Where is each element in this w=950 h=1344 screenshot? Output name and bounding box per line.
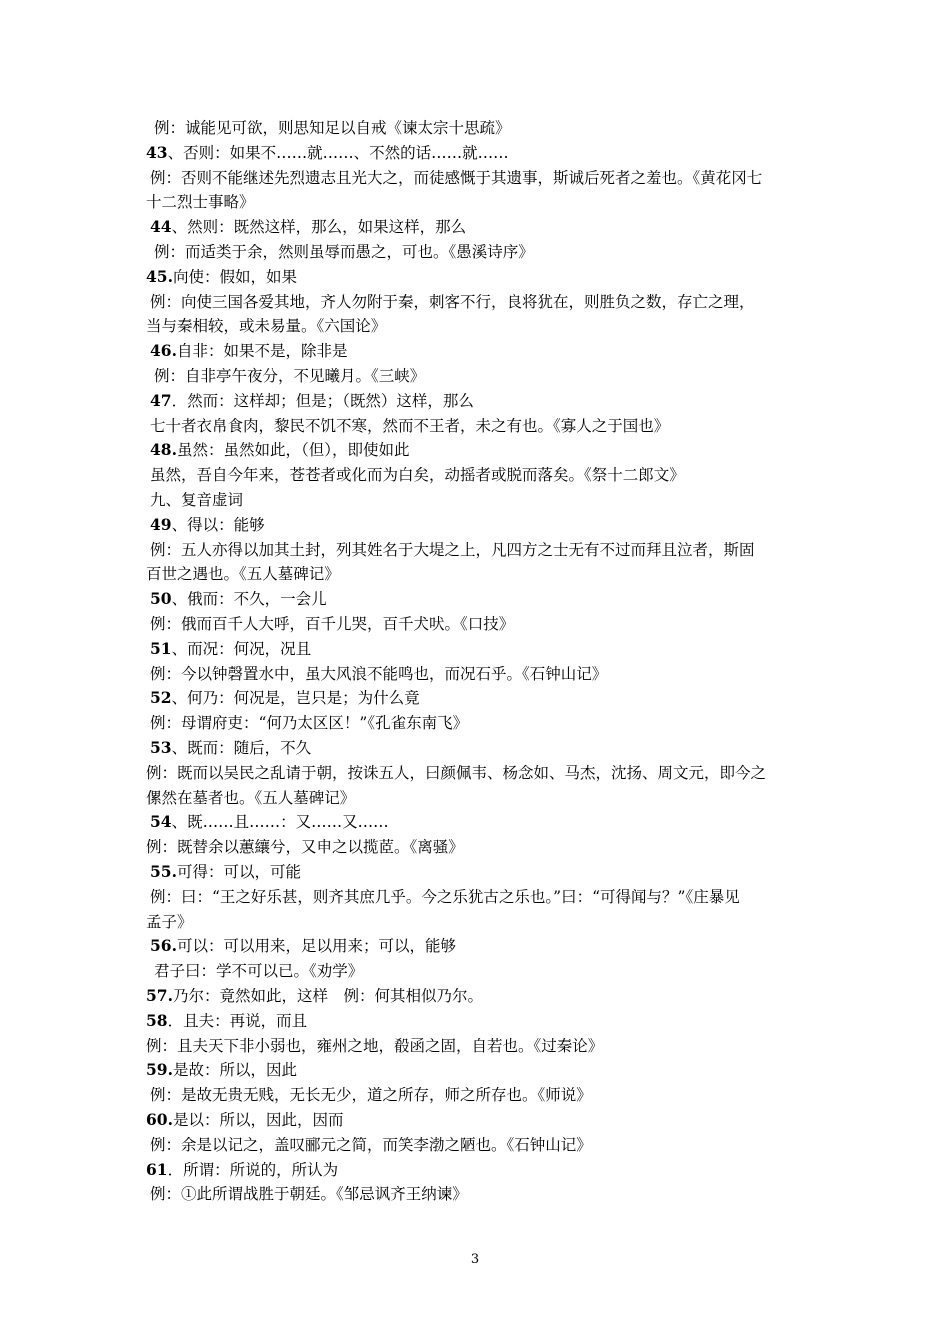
text-line (146, 192, 816, 214)
line-text: 例：既而以吴民之乱请于朝，按诛五人，曰颜佩韦、杨念如、马杰，沈扬、周文元，即今之 (146, 763, 767, 782)
entry-number: 59. (146, 1060, 173, 1080)
line-text: 、然则：既然这样，那么，如果这样，那么 (171, 218, 467, 237)
entry-number: 46. (150, 341, 177, 361)
line-text: 乃尔：竟然如此，这样 例：何其相似乃尔。 (172, 987, 483, 1005)
entry-heading-line (146, 391, 820, 413)
entry-heading-line (146, 267, 816, 289)
text-line (146, 292, 820, 314)
entry-heading-line (146, 589, 820, 611)
entry-number: 53 (150, 738, 172, 757)
entry-number: 48. (150, 440, 177, 460)
entry-number: 58 (146, 1010, 168, 1030)
text-line (146, 168, 820, 190)
entry-heading-line (146, 936, 820, 958)
text-line (146, 490, 820, 512)
line-text: 、何乃：何况是，岂只是；为什么竟 (171, 689, 420, 708)
entry-number: 56. (150, 936, 177, 956)
line-text: 例：而适类于余，然则虽辱而愚之，可也。《愚溪诗序》 (154, 243, 534, 261)
line-text: 、俄而：不久，一会儿 (171, 590, 327, 609)
line-text: ．所谓：所说的，所认为 (167, 1160, 339, 1179)
entry-heading-line (146, 986, 816, 1008)
line-text: 、得以：能够 (171, 515, 265, 534)
entry-heading-line (146, 688, 820, 710)
entry-number: 49 (150, 514, 172, 534)
text-line (146, 664, 820, 686)
line-text: 百世之遇也。《五人墓碑记》 (146, 565, 340, 584)
line-text: 例：曰：“王之好乐甚，则齐其庶几乎。今之乐犹古之乐也。”曰：“可得闻与？”《庄暴见 (150, 887, 740, 906)
entry-heading-line (146, 440, 820, 462)
entry-heading-line (146, 1110, 816, 1132)
line-text: 例：自非亭午夜分，不见曦月。《三峡》 (154, 367, 426, 385)
text-line (146, 837, 816, 859)
text-line (146, 887, 820, 909)
line-text: 孟子》 (146, 912, 193, 931)
line-text: 、既……且……：又……又…… (171, 813, 389, 832)
entry-number: 55. (150, 862, 177, 881)
entry-heading-line (146, 217, 820, 239)
line-text: 向使：假如，如果 (172, 267, 297, 286)
line-text: 是故：所以，因此 (172, 1061, 297, 1080)
text-line (146, 1184, 820, 1206)
entry-heading-line (146, 1011, 816, 1033)
entry-heading-line (146, 738, 820, 760)
line-text: 例：今以钟磬置水中，虽大风浪不能鸣也，而况石乎。《石钟山记》 (150, 664, 608, 683)
entry-number: 43 (146, 142, 168, 162)
text-line (146, 961, 824, 983)
line-text: 可以：可以用来，足以用来；可以，能够 (176, 937, 456, 956)
line-text: 九、复音虚词 (150, 491, 244, 509)
entry-heading-line (146, 143, 816, 165)
page-number: 3 (470, 1252, 480, 1267)
text-line (146, 1036, 816, 1058)
line-text: 例：否则不能继述先烈遗志且光大之，而徒感慨于其遗事，斯诚后死者之羞也。《黄花冈七 (150, 168, 763, 187)
line-text: ．且夫：再说，而且 (167, 1011, 308, 1030)
text-line (146, 1085, 820, 1107)
text-line (146, 416, 820, 438)
line-text: 、既而：随后，不久 (171, 739, 312, 757)
text-line (146, 713, 820, 735)
line-text: 例：俄而百千人大呼，百千儿哭，百千犬吠。《口技》 (150, 615, 515, 633)
line-text: 例：余是以记之，盖叹郦元之简，而笑李渤之陋也。《石钟山记》 (150, 1135, 592, 1154)
text-line (146, 564, 816, 586)
line-text: 傫然在墓者也。《五人墓碑记》 (146, 788, 356, 807)
entry-number: 52 (150, 688, 172, 708)
text-line (146, 540, 820, 562)
entry-number: 44 (150, 217, 172, 237)
entry-heading-line (146, 1060, 816, 1082)
entry-number: 61 (146, 1159, 168, 1179)
entry-number: 57. (146, 986, 173, 1005)
entry-number: 60. (146, 1110, 173, 1129)
line-text: 自非：如果不是，除非是 (176, 342, 348, 361)
line-text: 例：①此所谓战胜于朝廷。《邹忌讽齐王纳谏》 (150, 1185, 468, 1204)
text-line (146, 912, 816, 934)
entry-number: 50 (150, 589, 172, 609)
line-text: 、而况：何况，况且 (171, 639, 312, 658)
text-line (146, 465, 820, 487)
line-text: 当与秦相较，或未易量。《六国论》 (146, 317, 387, 336)
line-text: 虽然：虽然如此，（但），即使如此 (176, 441, 410, 460)
entry-number: 45. (146, 266, 173, 286)
line-text: 例：是故无贵无贱，无长无少，道之所存，师之所存也。《师说》 (150, 1086, 592, 1105)
line-text: 例：诚能见可欲，则思知足以自戒《谏太宗十思疏》 (154, 119, 511, 137)
entry-heading-line (146, 862, 820, 884)
line-text: 例：母谓府吏：“何乃太区区！”《孔雀东南飞》 (150, 714, 469, 733)
text-line (146, 763, 816, 785)
entry-number: 51 (150, 638, 172, 658)
entry-heading-line (146, 1160, 816, 1182)
line-text: 十二烈士事略》 (146, 193, 255, 212)
entry-heading-line (146, 515, 820, 537)
line-text: 例：向使三国各爱其地，齐人勿附于秦，刺客不行，良将犹在，则胜负之数，存亡之理， (150, 292, 755, 311)
line-text: 是以：所以，因此，因而 (172, 1111, 344, 1129)
text-line (146, 614, 820, 636)
line-text: 七十者衣帛食肉，黎民不饥不寒，然而不王者，未之有也。《寡人之于国也》 (150, 416, 670, 435)
line-text: 虽然，吾自今年来，苍苍者或化而为白矣，动摇者或脱而落矣。《祭十二郎文》 (150, 466, 685, 485)
line-text: 例：既替余以蕙纕兮，又申之以揽茝。《离骚》 (146, 838, 464, 857)
line-text: 、否则：如果不……就……、不然的话……就…… (167, 143, 509, 162)
line-text: ．然而：这样却；但是；（既然）这样，那么 (171, 391, 474, 410)
entry-number: 47 (150, 390, 172, 410)
entry-number: 54 (150, 812, 172, 832)
line-text: 例：且夫天下非小弱也，雍州之地，殽函之固，自若也。《过秦论》 (146, 1036, 604, 1055)
entry-heading-line (146, 639, 820, 661)
entry-heading-line (146, 341, 820, 363)
text-line (146, 242, 824, 264)
text-line (146, 366, 824, 388)
line-text: 例：五人亦得以加其土封，列其姓名于大堤之上，凡四方之士无有不过而拜且泣者，斯固 (150, 540, 755, 559)
text-line (146, 316, 816, 338)
entry-heading-line (146, 812, 820, 834)
line-text: 可得：可以，可能 (176, 863, 301, 881)
text-line (146, 1135, 820, 1157)
text-line (146, 118, 824, 140)
line-text: 君子曰：学不可以已。《劝学》 (154, 962, 364, 981)
text-line (146, 788, 816, 810)
